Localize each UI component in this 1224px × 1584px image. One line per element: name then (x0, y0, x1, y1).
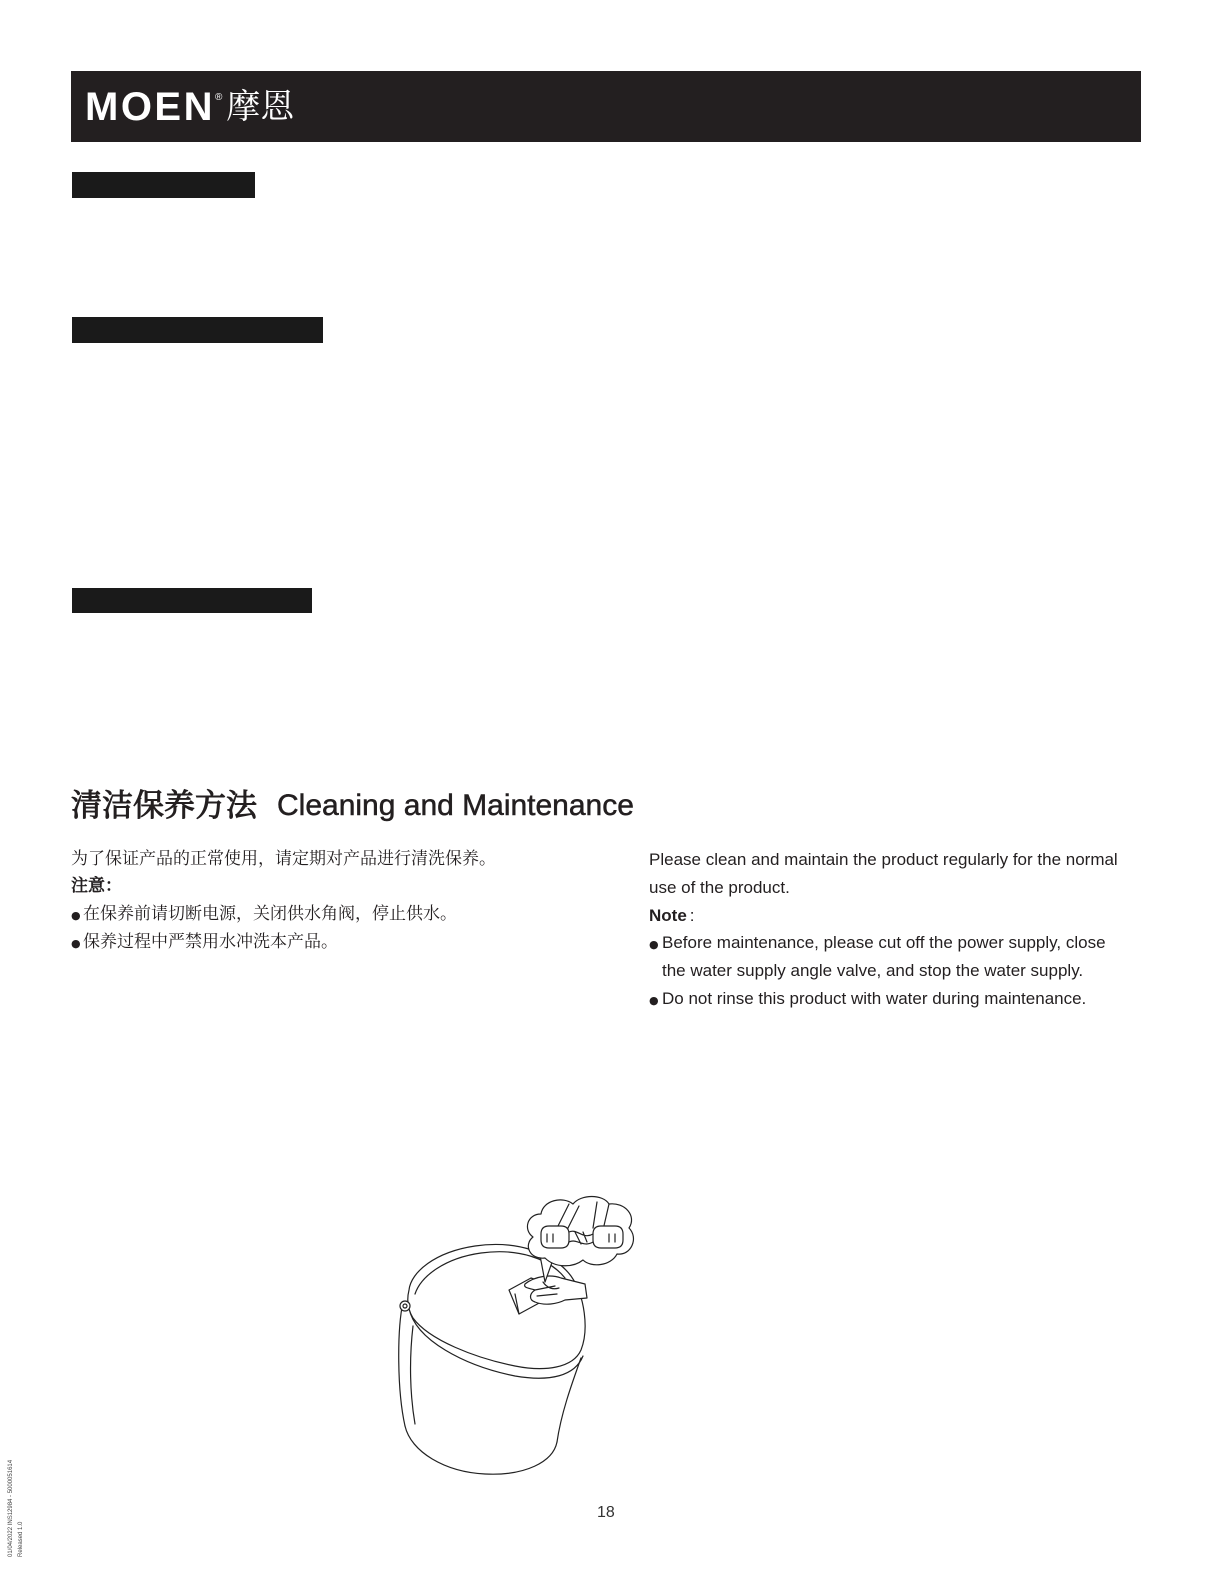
note-line-en (649, 902, 1129, 930)
left-fist (541, 1226, 569, 1248)
note-colon: : (689, 905, 695, 925)
right-fist (593, 1226, 623, 1248)
release-line: Released 1.0 (18, 1521, 24, 1557)
brand-header (71, 71, 1141, 142)
bullet-text-en: Do not rinse this product with water during maintenance. (662, 988, 1087, 1008)
side-knob-icon (400, 1301, 410, 1311)
page-number: 18 (597, 1504, 615, 1521)
intro-text-cn: 为了保证产品的正常使用，请定期对产品进行清洗保养。 (71, 849, 496, 869)
redacted-bar (72, 588, 312, 613)
list-item (71, 901, 611, 929)
document-revision-note (6, 1460, 26, 1557)
logo-wordmark: MOEN (85, 85, 215, 129)
redacted-bar (72, 172, 255, 198)
section-heading (71, 786, 634, 826)
section-title-en: Cleaning and Maintenance (277, 789, 634, 822)
instructions-en (649, 846, 1129, 1015)
body-left-outline (399, 1302, 405, 1426)
instructions-cn (71, 846, 611, 957)
bullet-icon: ● (649, 938, 659, 952)
bullet-text-cn: 保养过程中严禁用水冲洗本产品。 (83, 931, 338, 952)
bullet-icon: ● (71, 936, 81, 950)
body-left-seam (411, 1326, 415, 1424)
bullet-icon: ● (71, 908, 81, 922)
intro-text-en: Please clean and maintain the product regularly for the normal use of the product. (649, 850, 1118, 897)
bullet-text-cn: 在保养前请切断电源，关闭供水角阀，停止供水。 (83, 903, 457, 924)
note-label-cn: 注意： (71, 876, 122, 897)
list-item (649, 929, 1129, 985)
toilet-cleaning-illustration (385, 1190, 645, 1485)
bullet-icon: ● (649, 993, 659, 1007)
list-item (649, 985, 1129, 1015)
redacted-bar (72, 317, 323, 343)
thought-bubble (527, 1197, 633, 1283)
body-right-outline (557, 1358, 581, 1442)
body-base-outline (405, 1426, 557, 1474)
registered-mark: ® (215, 92, 223, 103)
bullet-text-en: Before maintenance, please cut off the power supply, close the water supply angle valve, and stop the water supply. (662, 933, 1106, 981)
logo-wordmark-cn: 摩恩 (226, 87, 295, 127)
section-title-cn: 清洁保养方法 (71, 788, 257, 824)
moen-logo (85, 87, 294, 127)
note-label-en: Note (649, 905, 687, 925)
list-item (71, 929, 611, 957)
revision-line: 01/04/2022 INS12984 - 5000051614 (8, 1459, 14, 1557)
